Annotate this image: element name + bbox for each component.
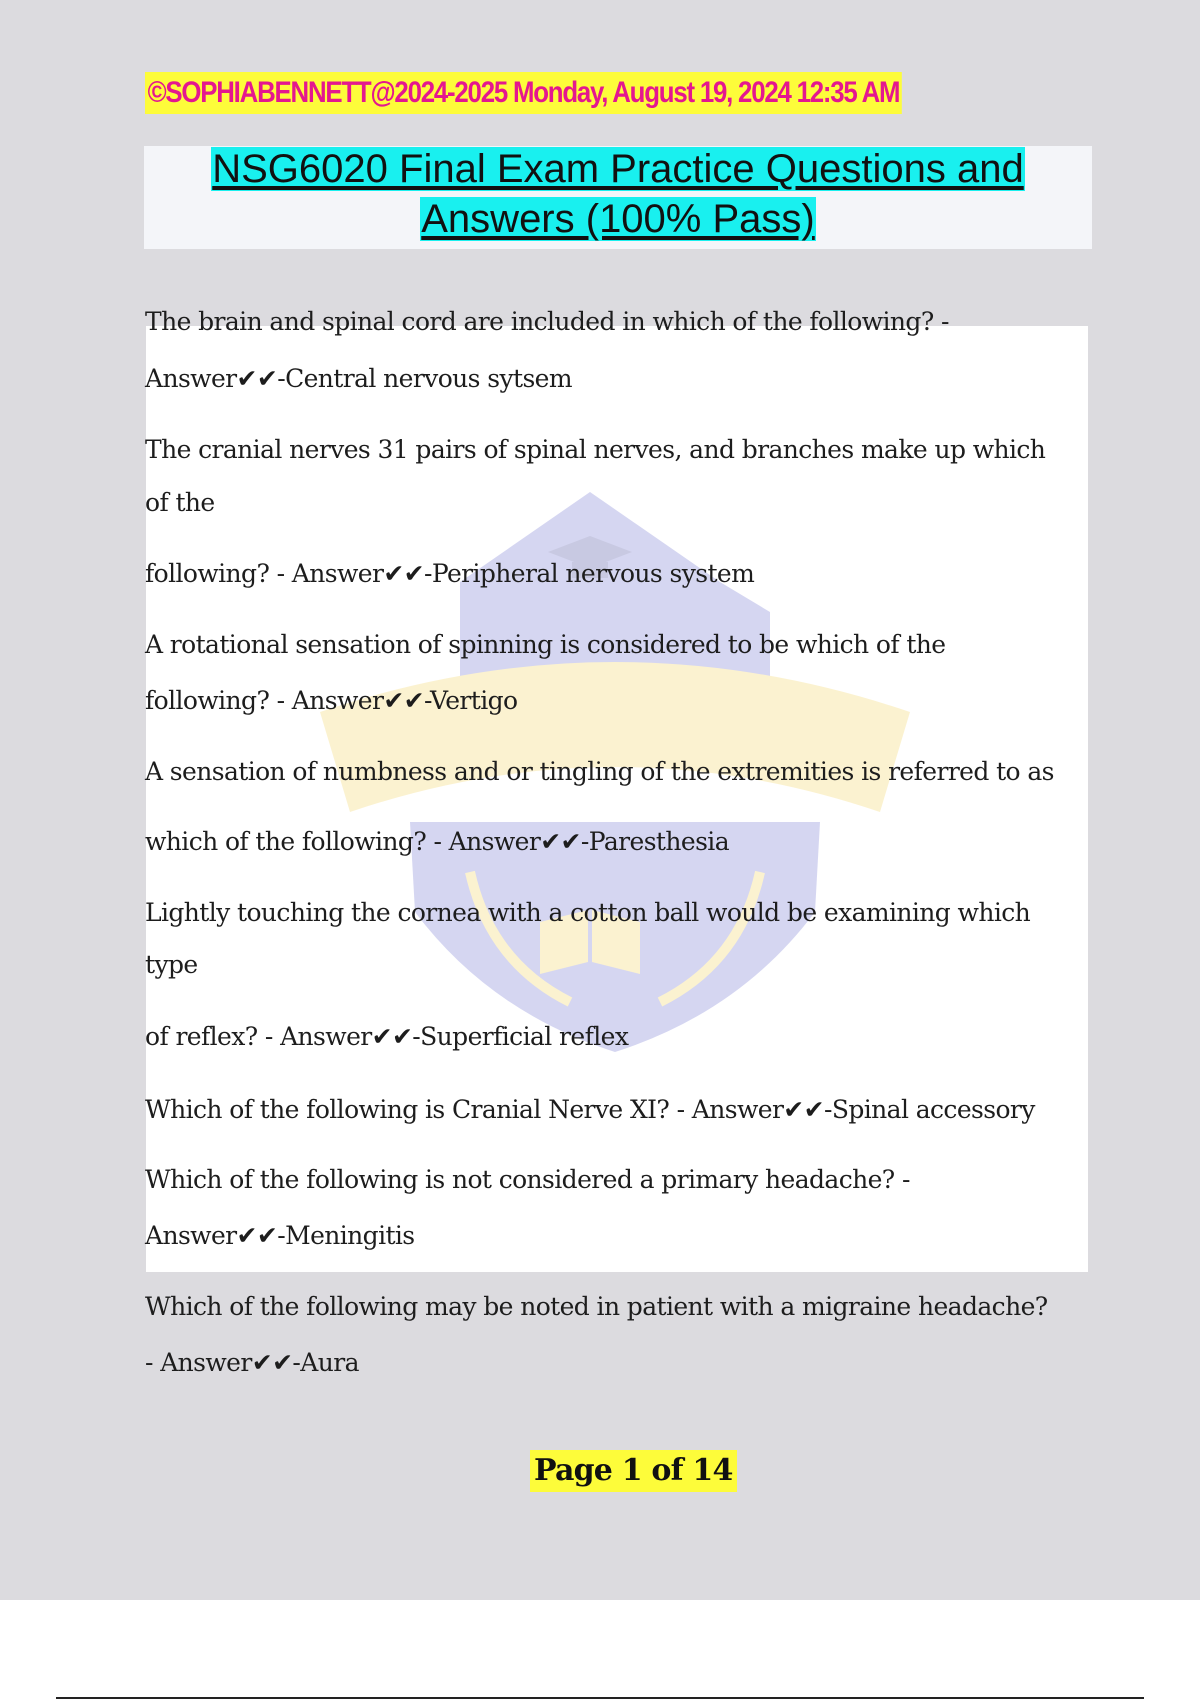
qa-text-line: A sensation of numbness and or tingling of the extremities is referred to as [145, 757, 1054, 786]
qa-text-line: Which of the following is not considered a primary headache? - [145, 1165, 910, 1194]
qa-text-line: The brain and spinal cord are included in which of the following? - [145, 307, 949, 336]
qa-text-line: The cranial nerves 31 pairs of spinal nerves, and branches make up which [145, 435, 1046, 464]
title-text-1: NSG6020 Final Exam Practice Questions and [212, 147, 1024, 191]
qa-text-line: following? - Answer✔✔-Vertigo [145, 686, 518, 715]
title-line-1 [144, 146, 1092, 192]
qa-text-line: of reflex? - Answer✔✔-Superficial reflex [145, 1022, 629, 1051]
qa-text-line: type [145, 950, 198, 979]
qa-text-line: following? - Answer✔✔-Peripheral nervous system [145, 559, 755, 588]
qa-text-line: Answer✔✔-Central nervous sytsem [145, 364, 572, 393]
qa-text-line: Answer✔✔-Meningitis [145, 1221, 415, 1250]
qa-text-line: - Answer✔✔-Aura [145, 1348, 359, 1377]
qa-text-line: Lightly touching the cornea with a cotton ball would be examining which [145, 898, 1031, 927]
title-box [144, 146, 1092, 249]
qa-text-line: Which of the following may be noted in patient with a migraine headache? [145, 1292, 1048, 1321]
qa-text-line: A rotational sensation of spinning is considered to be which of the [145, 630, 946, 659]
title-line-2 [144, 196, 1092, 242]
qa-text-line: of the [145, 488, 215, 517]
page-number: Page 1 of 14 [530, 1450, 737, 1492]
title-text-2: Answers (100% Pass) [421, 197, 815, 241]
footer-rule [56, 1697, 1144, 1699]
qa-text-line: Which of the following is Cranial Nerve XI? - Answer✔✔-Spinal accessory [145, 1095, 1035, 1124]
copyright-stamp: ©SOPHIABENNETT@2024-2025 Monday, August 19, 2024 12:35 AM [145, 72, 902, 114]
qa-text-line: which of the following? - Answer✔✔-Paresthesia [145, 827, 729, 856]
